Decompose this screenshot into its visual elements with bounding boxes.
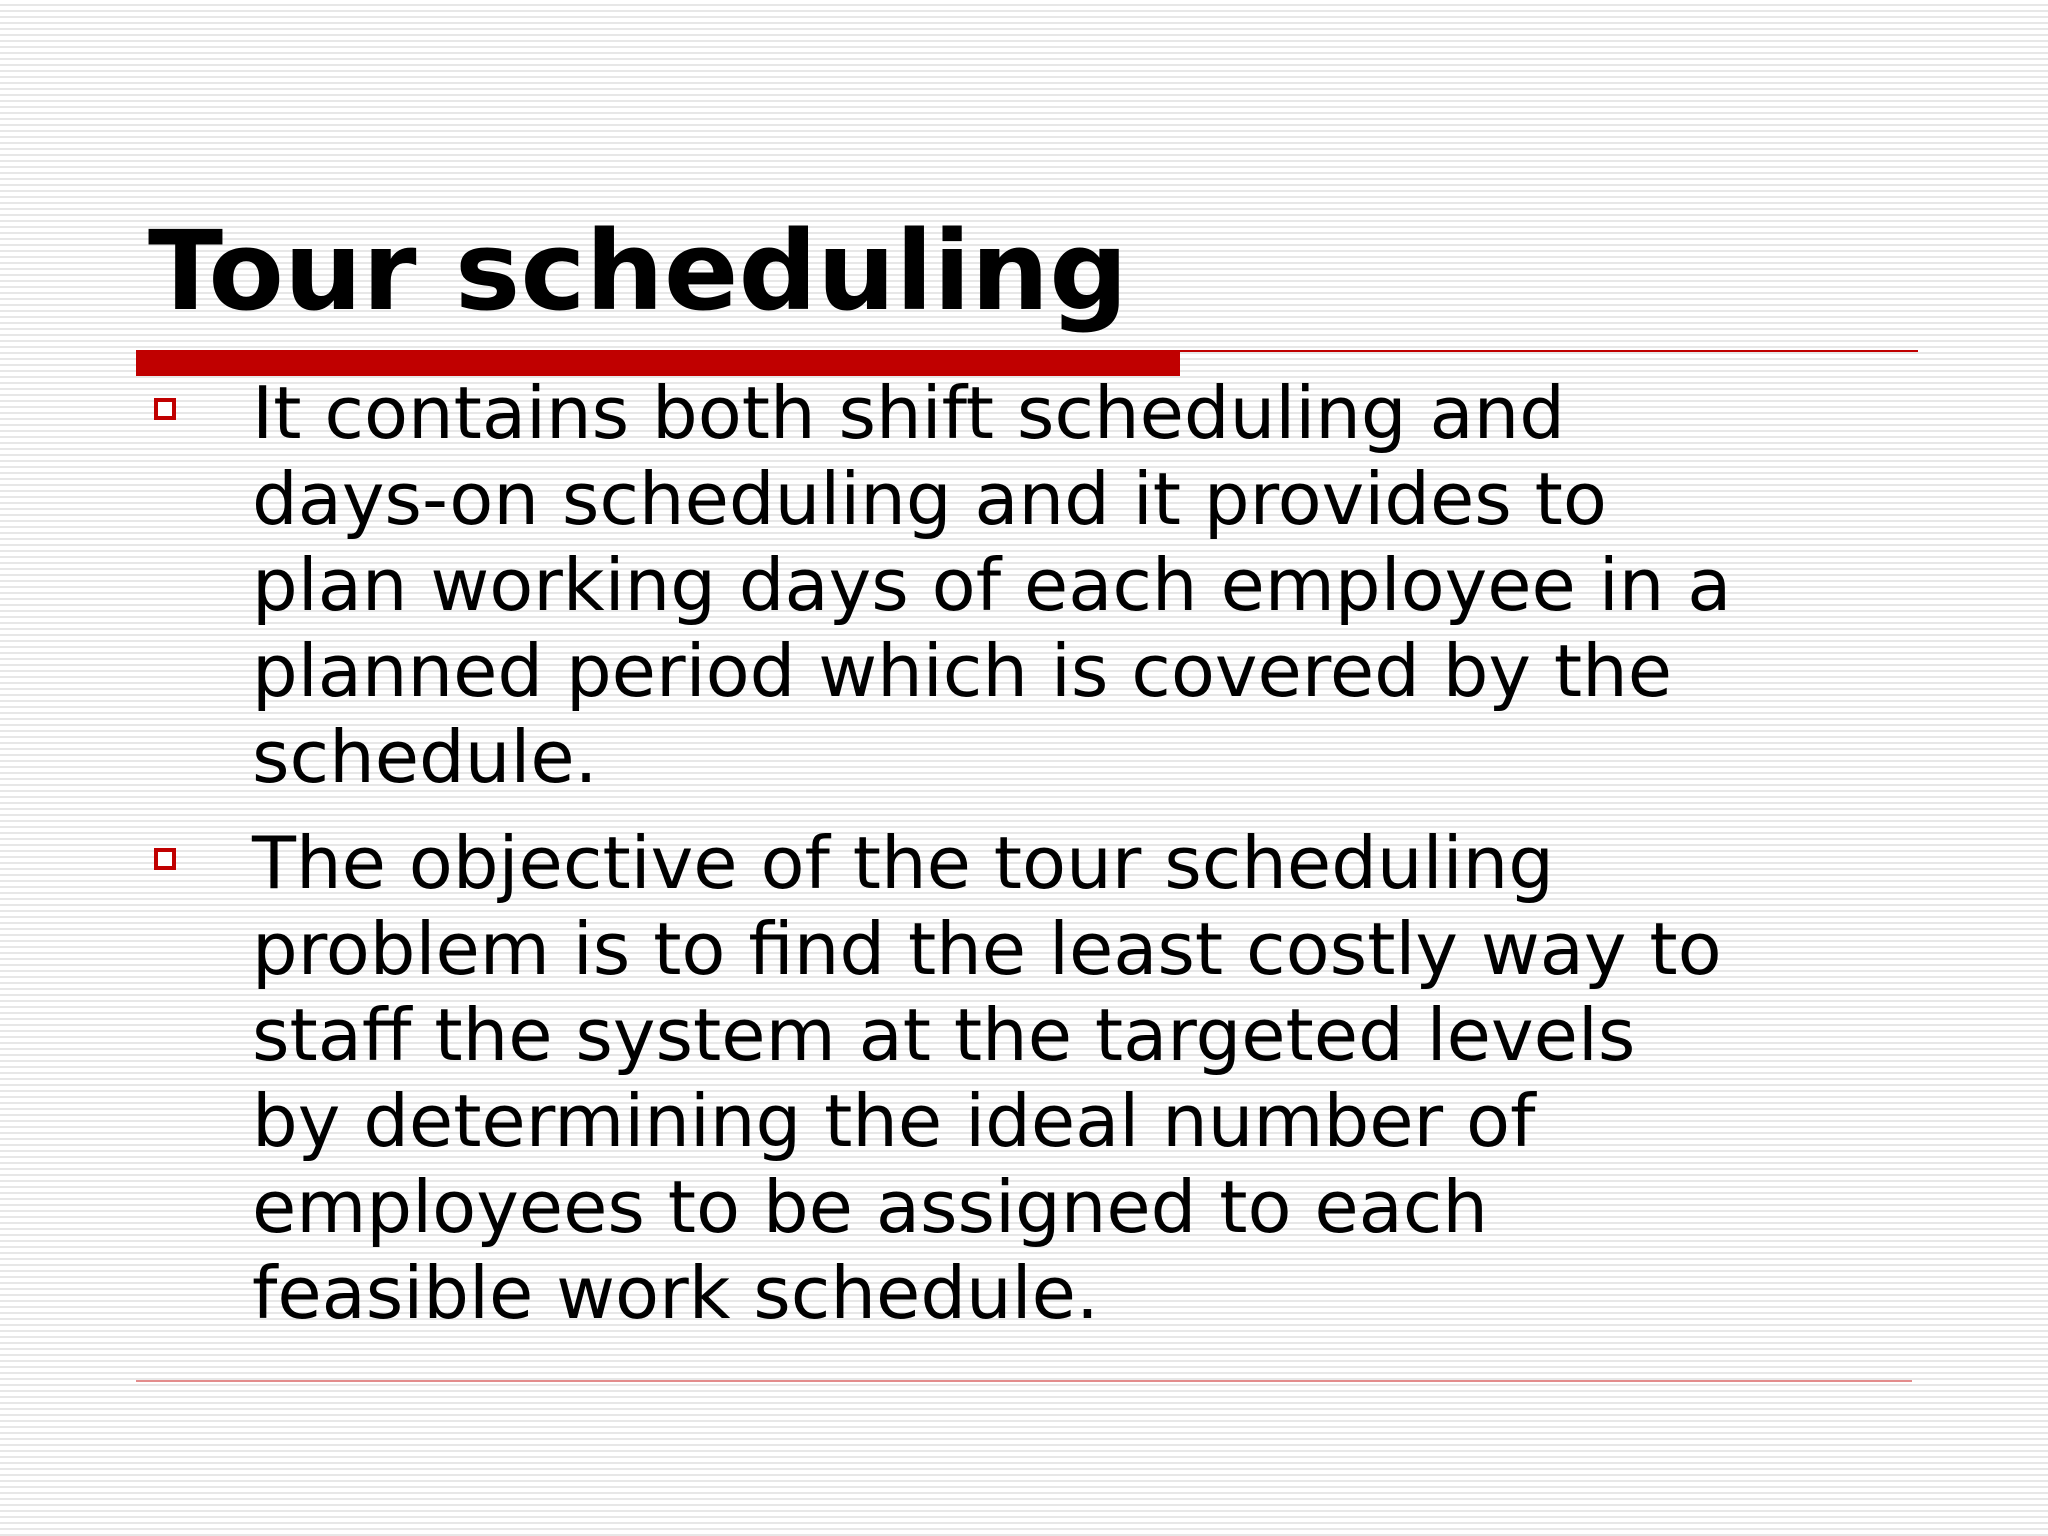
bullet-list xyxy=(148,370,1908,1356)
slide-title: Tour scheduling xyxy=(148,207,1128,335)
bullet-text: The objective of the tour scheduling problem is to find the least costly way to staff the system at the targeted levels by determining the ideal number of employees to be assigned to each feasible work schedule. xyxy=(252,821,1722,1335)
bullet-text: It contains both shift scheduling and days-on scheduling and it provides to plan working days of each employee in a planned period which is covered by the schedule. xyxy=(252,371,1732,799)
hollow-square-bullet-icon xyxy=(154,848,176,870)
bullet-item xyxy=(148,820,1908,1336)
bullet-item xyxy=(148,370,1908,800)
hollow-square-bullet-icon xyxy=(154,398,176,420)
footer-divider xyxy=(136,1380,1912,1382)
title-underline-thin xyxy=(1180,350,1918,352)
